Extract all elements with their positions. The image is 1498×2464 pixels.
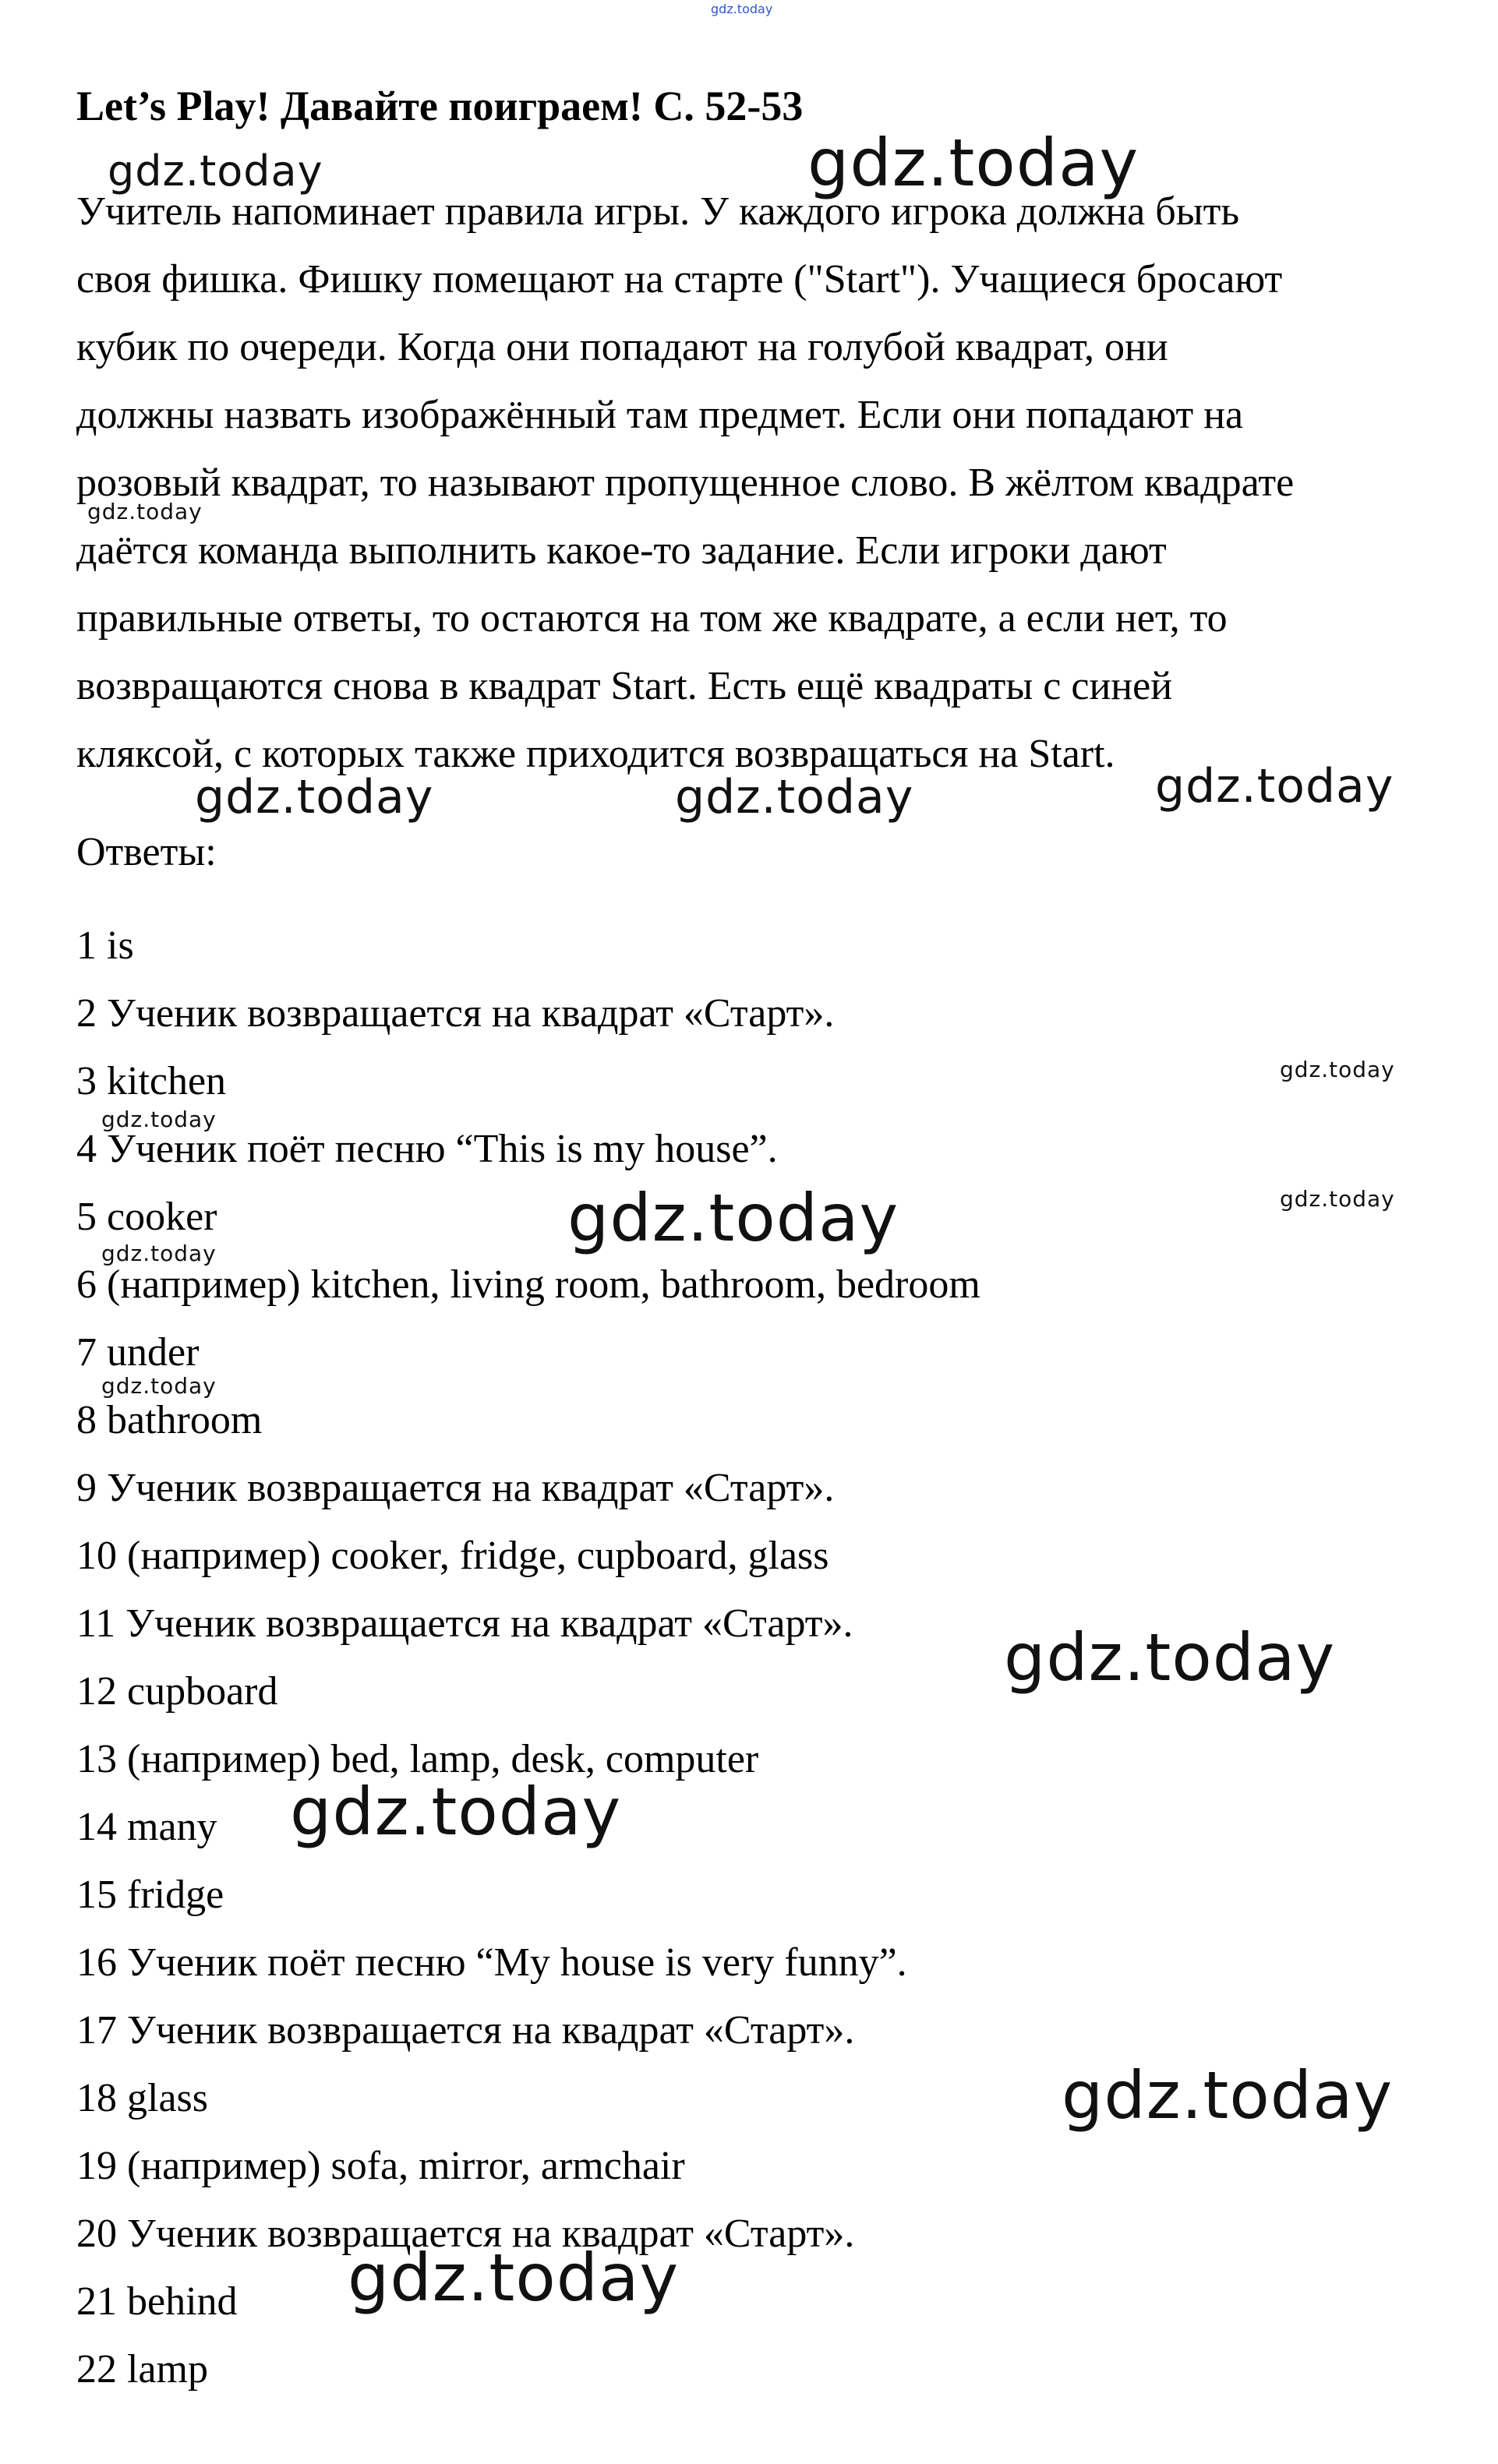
answer-item: 7 under: [76, 1330, 200, 1375]
answer-item: 10 (например) cooker, fridge, cupboard, glass: [76, 1534, 829, 1578]
answer-item: 19 (например) sofa, mirror, armchair: [76, 2144, 685, 2188]
intro-line: розовый квадрат, то называют пропущенное слово. В жёлтом квадрате: [76, 461, 1295, 505]
page-title: Let’s Play! Давайте поиграем! С. 52-53: [76, 83, 804, 129]
answer-item: 8 bathroom: [76, 1398, 263, 1442]
answer-item: 2 Ученик возвращается на квадрат «Старт».: [76, 991, 835, 1036]
answer-item: 11 Ученик возвращается на квадрат «Старт».: [76, 1601, 853, 1646]
answer-item: 13 (например) bed, lamp, desk, computer: [76, 1737, 759, 1781]
watermark: gdz.today: [675, 770, 914, 824]
answer-item: 14 many: [76, 1805, 217, 1849]
intro-line: возвращаются снова в квадрат Start. Есть ещё квадраты с синей: [76, 664, 1173, 708]
watermark: gdz.today: [101, 1241, 217, 1266]
intro-line: даётся команда выполнить какое-то задание. Если игроки дают: [76, 528, 1167, 573]
watermark: gdz.today: [348, 2240, 680, 2316]
watermark: gdz.today: [101, 1107, 217, 1132]
answer-item: 16 Ученик поёт песню “My house is very funny”.: [76, 1940, 907, 1985]
answer-item: 15 fridge: [76, 1873, 224, 1917]
intro-line: правильные ответы, то остаются на том же квадрате, а если нет, то: [76, 596, 1228, 641]
watermark: gdz.today: [101, 1373, 217, 1399]
watermark: gdz.today: [290, 1774, 622, 1850]
answers-list: [76, 912, 980, 2403]
answer-item: 22 lamp: [76, 2347, 208, 2392]
intro-line: должны назвать изображённый там предмет. Если они попадают на: [76, 393, 1244, 437]
intro-paragraph: [76, 178, 1448, 788]
answer-item: 3 kitchen: [76, 1059, 227, 1103]
watermark: gdz.today: [108, 146, 323, 196]
answer-item: 12 cupboard: [76, 1669, 278, 1714]
answers-label: Ответы:: [76, 830, 217, 874]
intro-line: Учитель напоминает правила игры. У каждого игрока должна быть: [76, 189, 1240, 234]
intro-line: кляксой, с которых также приходится возвращаться на Start.: [76, 732, 1115, 776]
watermark: gdz.today: [1155, 759, 1394, 814]
answer-item: 6 (например) kitchen, living room, bathroom, bedroom: [76, 1262, 980, 1307]
watermark: gdz.today: [1062, 2057, 1394, 2134]
watermark: gdz.today: [567, 1180, 899, 1256]
watermark: gdz.today: [87, 499, 203, 524]
answer-item: 5 cooker: [76, 1195, 217, 1239]
answer-item: 1 is: [76, 923, 134, 968]
watermark: gdz.today: [1280, 1057, 1395, 1082]
answer-item: 20 Ученик возвращается на квадрат «Старт».: [76, 2212, 855, 2256]
intro-line: своя фишка. Фишку помещают на старте ("Start"). Учащиеся бросают: [76, 257, 1283, 302]
watermark: gdz.today: [195, 770, 434, 824]
watermark: gdz.today: [1004, 1619, 1336, 1696]
watermark: gdz.today: [807, 125, 1139, 201]
answer-item: 9 Ученик возвращается на квадрат «Старт».: [76, 1466, 835, 1510]
top-watermark: gdz.today: [711, 2, 773, 16]
watermark: gdz.today: [1280, 1186, 1395, 1212]
answer-item: 4 Ученик поёт песню “This is my house”.: [76, 1127, 778, 1171]
intro-line: кубик по очереди. Когда они попадают на голубой квадрат, они: [76, 325, 1168, 369]
answer-item: 17 Ученик возвращается на квадрат «Старт».: [76, 2008, 855, 2053]
answer-item: 18 glass: [76, 2076, 208, 2120]
answer-item: 21 behind: [76, 2279, 238, 2324]
